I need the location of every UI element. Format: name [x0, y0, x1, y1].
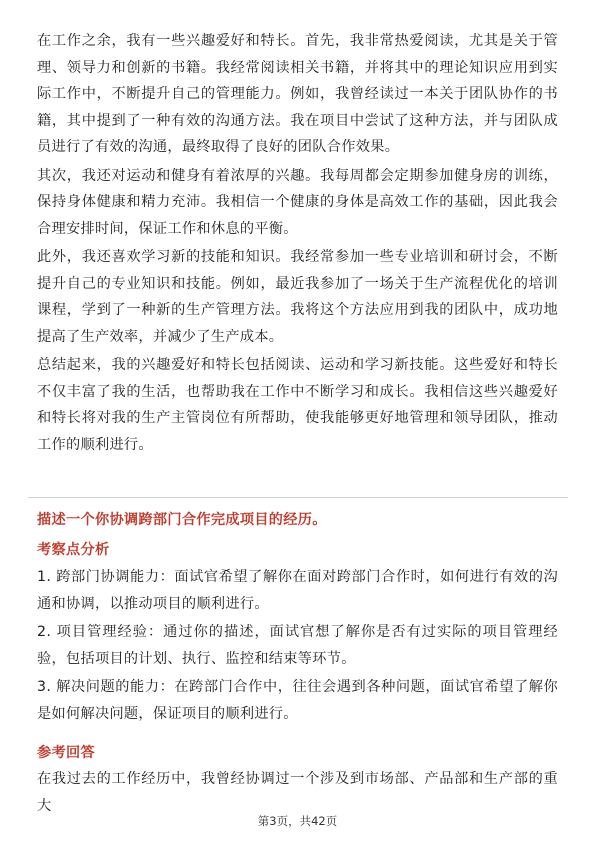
- answer-paragraph: 在我过去的工作经历中，我曾经协调过一个涉及到市场部、产品部和生产部的重大: [37, 771, 558, 814]
- paragraph-hobbies-fitness: 其次，我还对运动和健身有着浓厚的兴趣。我每周都会定期参加健身房的训练，保持身体健康和精力充沛。我相信一个健康的身体是高效工作的基础，因此我会合理安排时间，保证工作和休息的平衡。: [37, 167, 558, 237]
- answer-text: [37, 766, 558, 819]
- page-number: 第3页，共42页: [257, 814, 338, 828]
- analysis-heading: 考察点分析: [37, 542, 110, 558]
- answer-heading: 参考回答: [37, 745, 95, 761]
- analysis-item-project-management: 2. 项目管理经验：通过你的描述，面试官想了解你是否有过实际的项目管理经验，包括项目的计划、执行、监控和结束等环节。: [37, 624, 558, 667]
- question-title: 描述一个你协调跨部门合作完成项目的经历。: [37, 512, 327, 528]
- analysis-item-coordination: 1. 跨部门协调能力：面试官希望了解你在面对跨部门合作时，如何进行有效的沟通和协调，以推动项目的顺利进行。: [37, 569, 558, 612]
- paragraph-hobbies-reading: 在工作之余，我有一些兴趣爱好和特长。首先，我非常热爱阅读，尤其是关于管理、领导力和创新的书籍。我经常阅读相关书籍，并将其中的理论知识应用到实际工作中，不断提升自己的管理能力。例如，我曾经读过一本关于团队协作的书籍，其中提到了一种有效的沟通方法。我在项目中尝试了这种方法，并与团队成员进行了有效的沟通，最终取得了良好的团队合作效果。: [37, 33, 558, 155]
- paragraph-summary: 总结起来，我的兴趣爱好和特长包括阅读、运动和学习新技能。这些爱好和特长不仅丰富了我的生活，也帮助我在工作中不断学习和成长。我相信这些兴趣爱好和特长将对我的生产主管岗位有所帮助，使我能够更好地管理和领导团队，推动工作的顺利进行。: [37, 357, 558, 453]
- analysis-list: [37, 564, 558, 727]
- paragraph-hobbies-learning: 此外，我还喜欢学习新的技能和知识。我经常参加一些专业培训和研讨会，不断提升自己的专业知识和技能。例如，最近我参加了一场关于生产流程优化的培训课程，学到了一种新的生产管理方法。我将这个方法应用到我的团队中，成功地提高了生产效率，并减少了生产成本。: [37, 249, 558, 345]
- section-divider: [28, 497, 568, 498]
- body-text: [37, 28, 558, 458]
- analysis-item-problem-solving: 3. 解决问题的能力：在跨部门合作中，往往会遇到各种问题，面试官希望了解你是如何解决问题，保证项目的顺利进行。: [37, 679, 558, 722]
